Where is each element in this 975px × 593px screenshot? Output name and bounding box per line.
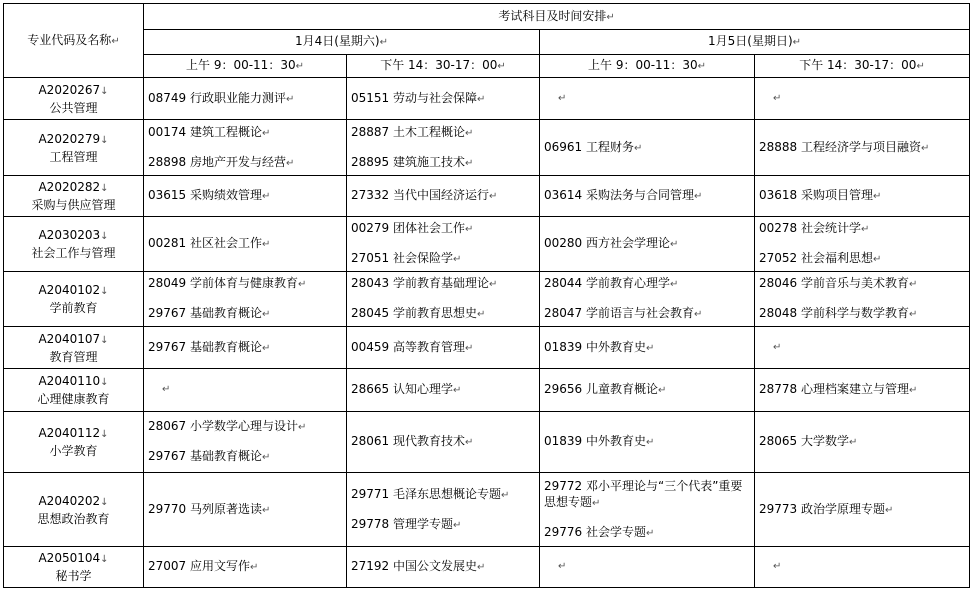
course-entry: 03614 采购法务与合同管理	[544, 188, 694, 202]
course-cell: 28044 学前教育心理学↵ 28047 学前语言与社会教育↵	[540, 272, 755, 327]
course-cell: 28043 学前教育基础理论↵ 28045 学前教育思想史↵	[347, 272, 540, 327]
course-cell: 00279 团体社会工作↵ 27051 社会保险学↵	[347, 217, 540, 272]
course-cell: 03615 采购绩效管理↵	[144, 176, 347, 217]
table-row	[4, 473, 970, 547]
course-entry: 29778 管理学专题	[351, 516, 453, 531]
course-cell: ↵	[540, 78, 755, 120]
course-cell: 28778 心理档案建立与管理↵	[755, 369, 970, 412]
major-name: 公共管理	[49, 100, 98, 115]
major-cell: A2040112↓ 小学教育	[4, 412, 144, 473]
major-column-header: 专业代码及名称↵	[4, 4, 144, 78]
course-cell: 29773 政治学原理专题↵	[755, 473, 970, 547]
table-row	[4, 547, 970, 588]
major-cell: A2020267↓ 公共管理	[4, 78, 144, 120]
course-cell: 28061 现代教育技术↵	[347, 412, 540, 473]
course-entry: 01839 中外教育史	[544, 434, 646, 448]
major-code: A2050104	[38, 551, 101, 565]
day-header-1: 1月4日(星期六)↵	[144, 30, 540, 55]
major-code: A2020267	[38, 82, 101, 97]
course-cell: 00278 社会统计学↵ 27052 社会福利思想↵	[755, 217, 970, 272]
schedule-header: 考试科目及时间安排↵	[144, 4, 970, 30]
major-code: A2020282	[38, 180, 101, 194]
course-cell: 00280 西方社会学理论↵	[540, 217, 755, 272]
course-entry: 00174 建筑工程概论	[148, 124, 262, 139]
major-name: 思想政治教育	[37, 511, 110, 526]
major-name: 教育管理	[49, 349, 98, 364]
course-cell: 28887 土木工程概论↵ 28895 建筑施工技术↵	[347, 120, 540, 176]
course-cell: ↵	[755, 327, 970, 369]
major-code: A2040202	[38, 493, 101, 508]
course-entry: 28895 建筑施工技术	[351, 154, 465, 169]
course-cell: 08749 行政职业能力测评↵	[144, 78, 347, 120]
course-cell: ↵	[540, 547, 755, 588]
course-cell: 01839 中外教育史↵	[540, 327, 755, 369]
major-cell: A2040202↓ 思想政治教育	[4, 473, 144, 547]
course-entry: 28665 认知心理学	[351, 382, 453, 396]
course-cell: 00174 建筑工程概论↵ 28898 房地产开发与经营↵	[144, 120, 347, 176]
course-entry: 00281 社区社会工作	[148, 236, 262, 250]
course-entry: 28898 房地产开发与经营	[148, 154, 286, 169]
course-cell: 28067 小学数学心理与设计↵ 29767 基础教育概论↵	[144, 412, 347, 473]
course-entry: 28043 学前教育基础理论	[351, 276, 489, 290]
course-entry: 08749 行政职业能力测评	[148, 90, 286, 105]
course-cell: ↵	[755, 547, 970, 588]
course-cell: 27332 当代中国经济运行↵	[347, 176, 540, 217]
course-entry: 28778 心理档案建立与管理	[759, 382, 909, 396]
slot-header-4: 下午 14：30-17：00↵	[755, 55, 970, 78]
course-cell: 00459 高等教育管理↵	[347, 327, 540, 369]
course-cell: 28888 工程经济学与项目融资↵	[755, 120, 970, 176]
course-entry: 00459 高等教育管理	[351, 339, 465, 354]
day-header-2: 1月5日(星期日)↵	[540, 30, 970, 55]
course-entry: 29767 基础教育概论	[148, 306, 262, 320]
table-row	[4, 412, 970, 473]
major-cell: A2020279↓ 工程管理	[4, 120, 144, 176]
major-code: A2020279	[38, 131, 101, 146]
course-entry: 29771 毛泽东思想概论专题	[351, 486, 501, 501]
course-entry: 28887 土木工程概论	[351, 124, 465, 139]
course-cell: ↵	[144, 369, 347, 412]
major-code: A2040112	[38, 426, 101, 440]
table-row	[4, 327, 970, 369]
major-name: 采购与供应管理	[31, 198, 116, 212]
course-entry: 28048 学前科学与数学教育	[759, 306, 909, 320]
course-entry: 29656 儿童教育概论	[544, 382, 658, 396]
course-cell: 06961 工程财务↵	[540, 120, 755, 176]
course-cell: 00281 社区社会工作↵	[144, 217, 347, 272]
course-entry: 00278 社会统计学	[759, 221, 861, 235]
course-entry: 06961 工程财务	[544, 139, 634, 154]
major-name: 心理健康教育	[37, 392, 110, 406]
major-name: 社会工作与管理	[31, 246, 116, 260]
major-name: 学前教育	[49, 301, 98, 315]
course-cell: 29772 邓小平理论与“三个代表”重要思想专题↵ 29776 社会学专题↵	[540, 473, 755, 547]
major-cell: A2050104↓ 秘书学	[4, 547, 144, 588]
course-cell: 29656 儿童教育概论↵	[540, 369, 755, 412]
course-entry: 29770 马列原著选读	[148, 501, 262, 516]
course-entry: 28047 学前语言与社会教育	[544, 306, 694, 320]
table-row	[4, 217, 970, 272]
slot-header-1: 上午 9：00-11：30↵	[144, 55, 347, 78]
course-entry: 28044 学前教育心理学	[544, 276, 670, 290]
course-entry: 27052 社会福利思想	[759, 251, 873, 265]
course-entry: 28049 学前体育与健康教育	[148, 276, 298, 290]
major-code: A2030203	[38, 228, 101, 242]
course-entry: 29773 政治学原理专题	[759, 501, 885, 516]
course-cell: ↵	[755, 78, 970, 120]
course-entry: 28888 工程经济学与项目融资	[759, 139, 921, 154]
course-entry: 29767 基础教育概论	[148, 339, 262, 354]
major-code: A2040102	[38, 283, 101, 297]
table-row	[4, 120, 970, 176]
course-entry: 27051 社会保险学	[351, 251, 453, 265]
major-code: A2040107	[38, 331, 101, 346]
course-entry: 28046 学前音乐与美术教育	[759, 276, 909, 290]
table-row	[4, 369, 970, 412]
course-cell: 29770 马列原著选读↵	[144, 473, 347, 547]
course-cell: 03618 采购项目管理↵	[755, 176, 970, 217]
course-entry: 28045 学前教育思想史	[351, 306, 477, 320]
major-name: 秘书学	[55, 569, 92, 583]
course-entry: 29767 基础教育概论	[148, 449, 262, 463]
course-entry: 27332 当代中国经济运行	[351, 188, 489, 202]
table-row	[4, 176, 970, 217]
exam-schedule-table	[3, 3, 970, 588]
course-entry: 29772 邓小平理论与“三个代表”重要思想专题	[544, 478, 743, 509]
slot-header-2: 下午 14：30-17：00↵	[347, 55, 540, 78]
course-entry: 00279 团体社会工作	[351, 221, 465, 235]
course-entry: 28065 大学数学	[759, 434, 849, 448]
major-code: A2040110	[38, 374, 101, 388]
course-cell: 28065 大学数学↵	[755, 412, 970, 473]
course-cell: 03614 采购法务与合同管理↵	[540, 176, 755, 217]
course-cell: 29767 基础教育概论↵	[144, 327, 347, 369]
course-entry: 03618 采购项目管理	[759, 188, 873, 202]
course-cell: 28049 学前体育与健康教育↵ 29767 基础教育概论↵	[144, 272, 347, 327]
slot-header-3: 上午 9：00-11：30↵	[540, 55, 755, 78]
table-row	[4, 272, 970, 327]
course-entry: 27192 中国公文发展史	[351, 559, 477, 573]
course-cell: 28665 认知心理学↵	[347, 369, 540, 412]
course-cell: 05151 劳动与社会保障↵	[347, 78, 540, 120]
course-cell: 27007 应用文写作↵	[144, 547, 347, 588]
course-entry: 28067 小学数学心理与设计	[148, 419, 298, 433]
course-cell: 29771 毛泽东思想概论专题↵ 29778 管理学专题↵	[347, 473, 540, 547]
course-entry: 03615 采购绩效管理	[148, 188, 262, 202]
major-cell: A2020282↓ 采购与供应管理	[4, 176, 144, 217]
major-cell: A2040107↓ 教育管理	[4, 327, 144, 369]
course-cell: 27192 中国公文发展史↵	[347, 547, 540, 588]
course-cell: 01839 中外教育史↵	[540, 412, 755, 473]
major-name: 工程管理	[49, 149, 98, 164]
major-cell: A2040110↓ 心理健康教育	[4, 369, 144, 412]
major-cell: A2040102↓ 学前教育	[4, 272, 144, 327]
course-entry: 29776 社会学专题	[544, 524, 646, 539]
major-name: 小学教育	[49, 444, 98, 458]
course-entry: 05151 劳动与社会保障	[351, 90, 477, 105]
course-entry: 27007 应用文写作	[148, 559, 250, 573]
course-entry: 28061 现代教育技术	[351, 434, 465, 448]
course-entry: 01839 中外教育史	[544, 339, 646, 354]
major-cell: A2030203↓ 社会工作与管理	[4, 217, 144, 272]
course-entry: 00280 西方社会学理论	[544, 236, 670, 250]
course-cell: 28046 学前音乐与美术教育↵ 28048 学前科学与数学教育↵	[755, 272, 970, 327]
table-row	[4, 78, 970, 120]
